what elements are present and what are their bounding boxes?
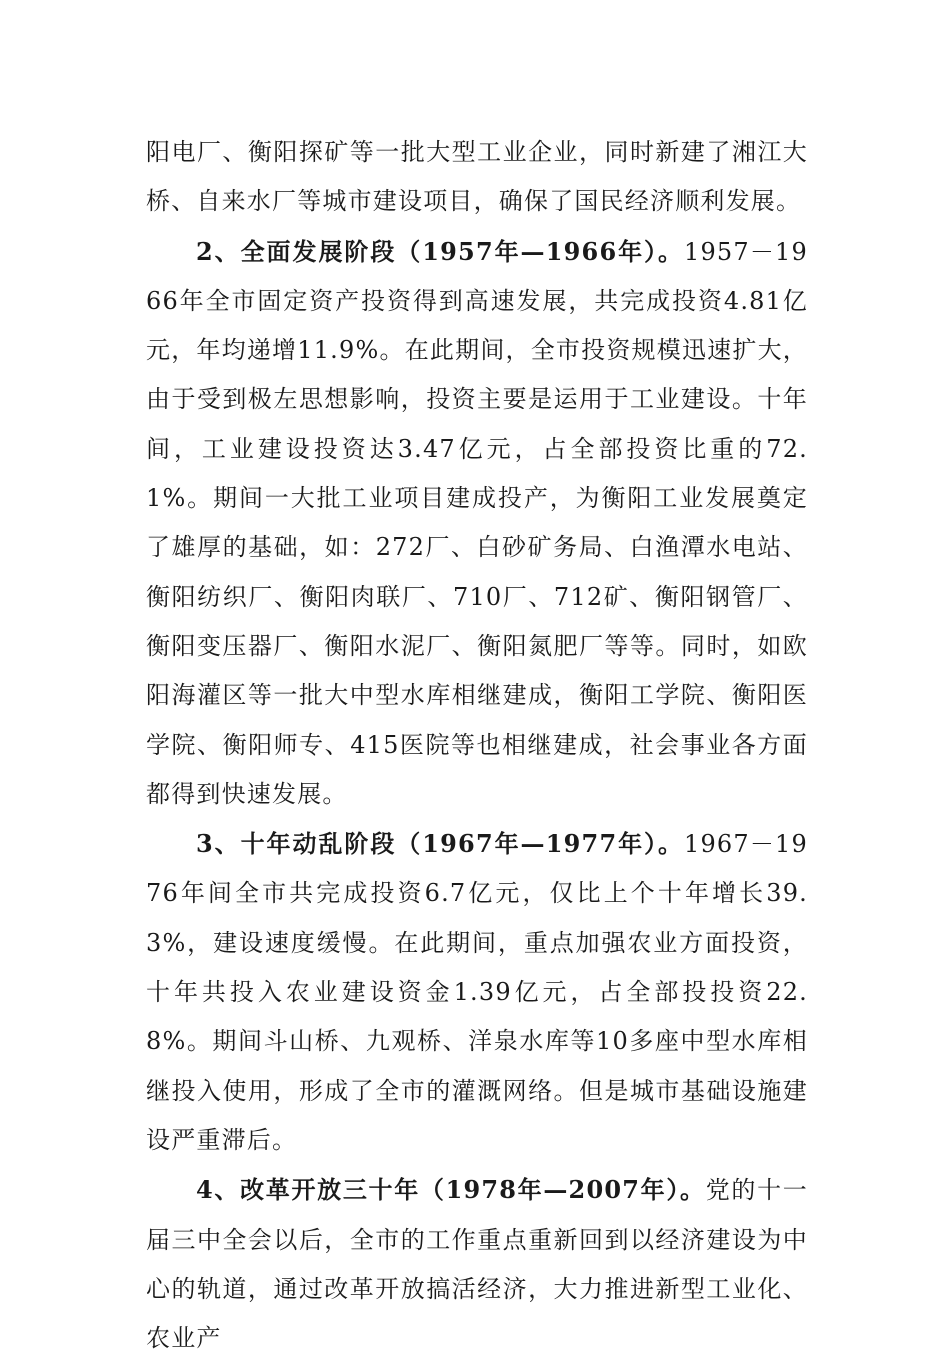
paragraph-2-text: 1957－1966年全市固定资产投资得到高速发展，共完成投资4.81亿元，年均递增11.9%。在此期间，全市投资规模迅速扩大，由于受到极左思想影响，投资主要是运用于工业建设。十年间，工业建设投资达3.47亿元，占全部投资比重的72.1%。期间一大批工业项目建成投产，为衡阳工业发展奠定了雄厚的基础，如：272厂、白砂矿务局、白渔潭水电站、衡阳纺织厂、衡阳肉联厂、710厂、712矿、衡阳钢管厂、衡阳变压器厂、衡阳水泥厂、衡阳氮肥厂等等。同时，如欧阳海灌区等一批大中型水库相继建成，衡阳工学院、衡阳医学院、衡阳师专、415医院等也相继建成，社会事业各方面都得到快速发展。	[146, 237, 808, 808]
document-body	[146, 128, 808, 1363]
section-heading-4: 4、改革开放三十年（1978年—2007年）。	[196, 1175, 706, 1205]
paragraph-4-text: 党的十一届三中全会以后，全市的工作重点重新回到以经济建设为中心的轨道，通过改革开放搞活经济，大力推进新型工业化、农业产	[146, 1176, 808, 1353]
paragraph-2	[146, 227, 808, 820]
section-heading-2: 2、全面发展阶段（1957年—1966年）。	[196, 236, 684, 266]
section-heading-3: 3、十年动乱阶段（1967年—1977年）。	[196, 829, 684, 859]
paragraph-3-text: 1967－1976年间全市共完成投资6.7亿元，仅比上个十年增长39.3%，建设速度缓慢。在此期间，重点加强农业方面投资，十年共投入农业建设资金1.39亿元，占全部投投资22.8%。期间斗山桥、九观桥、洋泉水库等10多座中型水库相继投入使用，形成了全市的灌溉网络。但是城市基础设施建设严重滞后。	[146, 830, 808, 1154]
paragraph-3	[146, 819, 808, 1165]
paragraph-1-text: 阳电厂、衡阳探矿等一批大型工业企业，同时新建了湘江大桥、自来水厂等城市建设项目，确保了国民经济顺利发展。	[146, 138, 808, 216]
paragraph-4	[146, 1165, 808, 1363]
paragraph-1	[146, 128, 808, 227]
